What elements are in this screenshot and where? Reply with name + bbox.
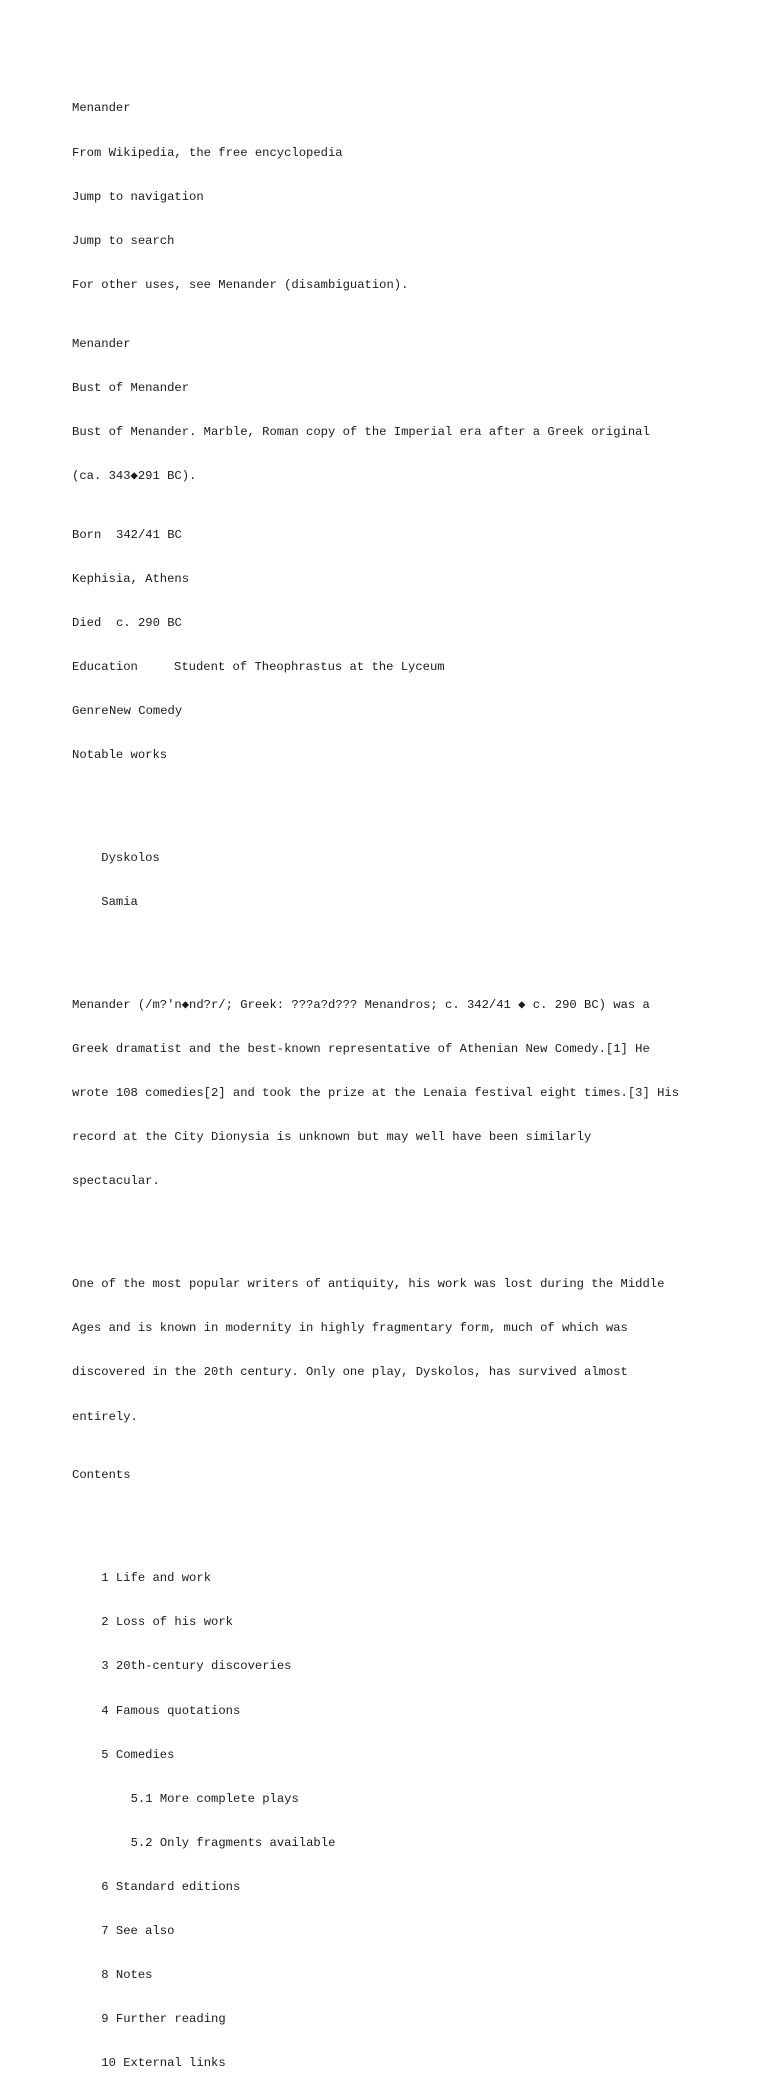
intro-paragraph-2-line: discovered in the 20th century. Only one play, Dyskolos, has survived almost	[72, 1365, 628, 1380]
intro-paragraph-1-line: wrote 108 comedies[2] and took the prize at the Lenaia festival eight times.[3] His	[72, 1086, 680, 1101]
spacer	[72, 939, 712, 954]
toc-item-notes[interactable]: 8 Notes	[101, 1968, 153, 1983]
toc-item-quotations[interactable]: 4 Famous quotations	[101, 1703, 241, 1718]
toc-item-further-reading[interactable]: 9 Further reading	[101, 2012, 226, 2027]
intro-paragraph-1-line: Greek dramatist and the best-known representative of Athenian New Comedy.[1] He	[72, 1042, 650, 1057]
infobox-image-caption-line1: Bust of Menander. Marble, Roman copy of the Imperial era after a Greek original	[72, 424, 650, 439]
intro-paragraph-1-line: Menander (/m?'n◆nd?r/; Greek: ???a?d??? Menandros; c. 342/41 ◆ c. 290 BC) was a	[72, 998, 650, 1012]
notable-works-label: Notable works	[72, 748, 168, 763]
jump-to-search-link[interactable]: Jump to search	[72, 233, 175, 248]
notable-work-item[interactable]: Samia	[101, 895, 138, 910]
intro-paragraph-1-line: record at the City Dionysia is unknown but may well have been similarly	[72, 1130, 592, 1145]
document-page	[72, 72, 712, 2086]
infobox-education-row	[72, 660, 712, 675]
spacer	[72, 807, 712, 822]
toc-item-fragments[interactable]: 5.2 Only fragments available	[130, 1835, 336, 1850]
born-value: 342/41 BC	[116, 527, 182, 542]
spacer	[72, 1218, 712, 1233]
disambiguation-hatnote[interactable]: For other uses, see Menander (disambiguation).	[72, 277, 409, 292]
intro-paragraph-2-line: Ages and is known in modernity in highly fragmentary form, much of which was	[72, 1321, 628, 1336]
source-tagline: From Wikipedia, the free encyclopedia	[72, 145, 343, 160]
infobox-image-caption-line2: (ca. 343◆291 BC).	[72, 468, 197, 483]
died-label: Died	[72, 615, 102, 630]
page-title: Menander	[72, 101, 131, 116]
died-value: c. 290 BC	[116, 615, 182, 630]
toc-item-complete-plays[interactable]: 5.1 More complete plays	[130, 1791, 299, 1806]
infobox-name: Menander	[72, 336, 131, 351]
genre-label: Genre	[72, 704, 109, 719]
notable-work-item[interactable]: Dyskolos	[101, 851, 160, 866]
toc-item-external-links[interactable]: 10 External links	[101, 2056, 226, 2071]
toc-item-discoveries[interactable]: 3 20th-century discoveries	[101, 1659, 292, 1674]
intro-paragraph-1-line: spectacular.	[72, 1174, 160, 1189]
education-label: Education	[72, 659, 138, 674]
toc-item-comedies[interactable]: 5 Comedies	[101, 1747, 175, 1762]
spacer	[72, 1512, 712, 1527]
born-place[interactable]: Kephisia, Athens	[72, 571, 190, 586]
toc-item-loss-of-work[interactable]: 2 Loss of his work	[101, 1615, 233, 1630]
intro-paragraph-2-line: entirely.	[72, 1409, 138, 1424]
toc-heading: Contents	[72, 1468, 131, 1483]
born-label: Born	[72, 527, 102, 542]
infobox-died-row	[72, 616, 712, 631]
education-value[interactable]: Student of Theophrastus at the Lyceum	[174, 659, 445, 674]
jump-to-navigation-link[interactable]: Jump to navigation	[72, 189, 204, 204]
toc-item-standard-editions[interactable]: 6 Standard editions	[101, 1879, 241, 1894]
infobox-genre-row	[72, 704, 712, 719]
intro-paragraph-2-line: One of the most popular writers of antiquity, his work was lost during the Middle	[72, 1277, 665, 1292]
genre-value[interactable]: New Comedy	[109, 704, 183, 719]
toc-item-life-and-work[interactable]: 1 Life and work	[101, 1571, 212, 1586]
toc-item-see-also[interactable]: 7 See also	[101, 1923, 175, 1938]
infobox-born-row	[72, 528, 712, 543]
infobox-image-caption-short: Bust of Menander	[72, 380, 190, 395]
